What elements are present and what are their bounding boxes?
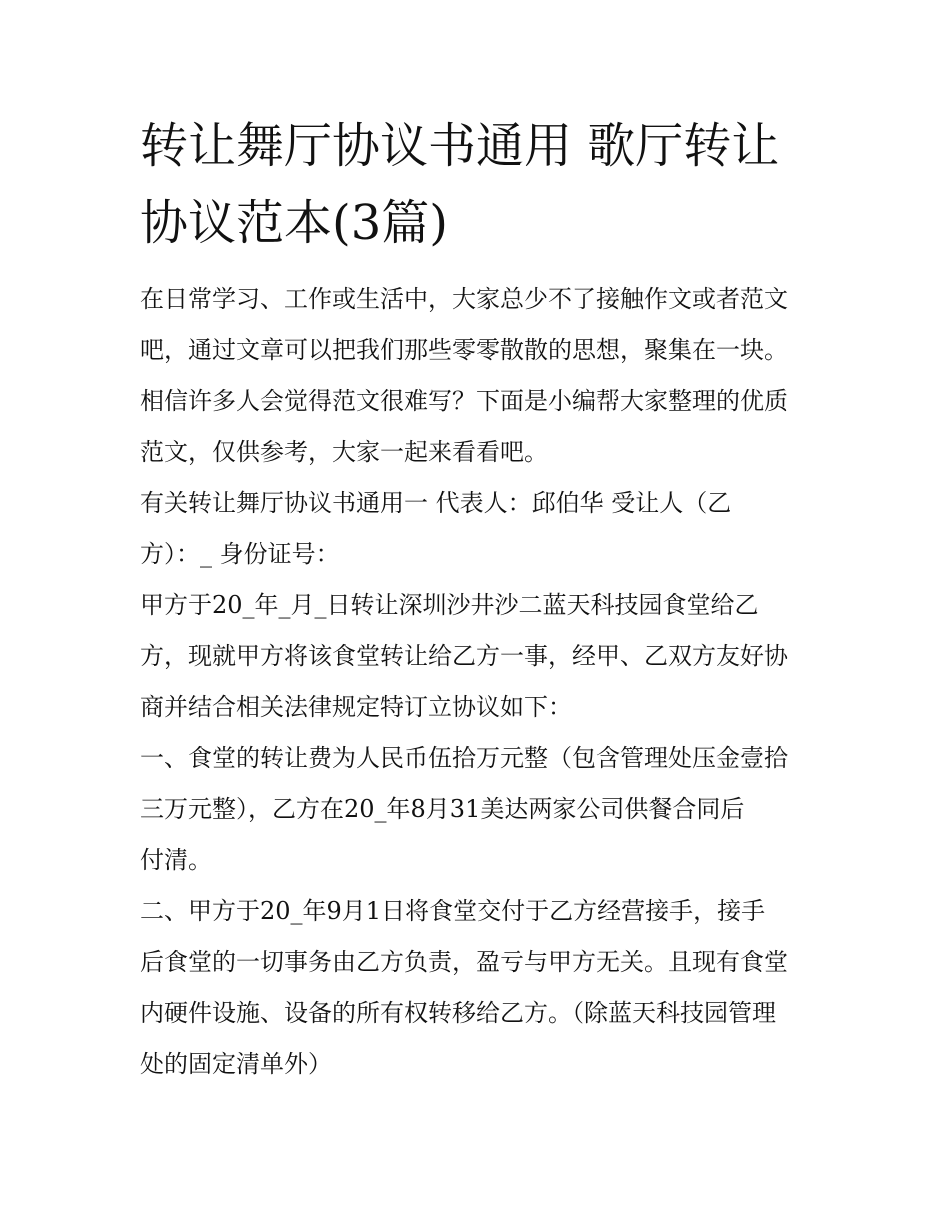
- intro-paragraph: [140, 274, 820, 478]
- document-content: [140, 108, 820, 1090]
- text-line: 后食堂的一切事务由乙方负责，盈亏与甲方无关。且现有食堂: [140, 948, 788, 976]
- text-line: 甲方于20_年_月_日转让深圳沙井沙二蓝天科技园食堂给乙: [140, 591, 759, 619]
- text-line: 有关转让舞厅协议书通用一 代表人：邱伯华 受让人（乙: [140, 489, 732, 517]
- text-line: 二、甲方于20_年9月1日将食堂交付于乙方经营接手，接手: [140, 897, 766, 925]
- text-line: 处的固定清单外）: [140, 1050, 332, 1078]
- text-line: 方）：_ 身份证号：: [140, 540, 340, 568]
- text-line: 商并结合相关法律规定特订立协议如下：: [140, 693, 572, 721]
- document-title: [140, 108, 820, 262]
- text-line: 方，现就甲方将该食堂转让给乙方一事，经甲、乙双方友好协: [140, 642, 788, 670]
- parties-paragraph: [140, 478, 820, 580]
- clause-1-paragraph: [140, 733, 820, 886]
- text-line: 付清。: [140, 846, 212, 874]
- preamble-paragraph: [140, 580, 820, 733]
- text-line: 范文，仅供参考，大家一起来看看吧。: [140, 438, 548, 466]
- text-line: 一、食堂的转让费为人民币伍拾万元整（包含管理处压金壹拾: [140, 744, 788, 772]
- text-line: 相信许多人会觉得范文很难写？下面是小编帮大家整理的优质: [140, 387, 788, 415]
- text-line: 内硬件设施、设备的所有权转移给乙方。（除蓝天科技园管理: [140, 999, 776, 1027]
- document-body: [140, 274, 820, 1090]
- text-line: 三万元整），乙方在20_年8月31美达两家公司供餐合同后: [140, 795, 745, 823]
- title-line: 转让舞厅协议书通用 歌厅转让: [140, 118, 780, 174]
- text-line: 在日常学习、工作或生活中，大家总少不了接触作文或者范文: [140, 285, 788, 313]
- clause-2-paragraph: [140, 886, 820, 1090]
- title-line: 协议范本(3篇): [140, 195, 448, 251]
- text-line: 吧，通过文章可以把我们那些零零散散的思想，聚集在一块。: [140, 336, 788, 364]
